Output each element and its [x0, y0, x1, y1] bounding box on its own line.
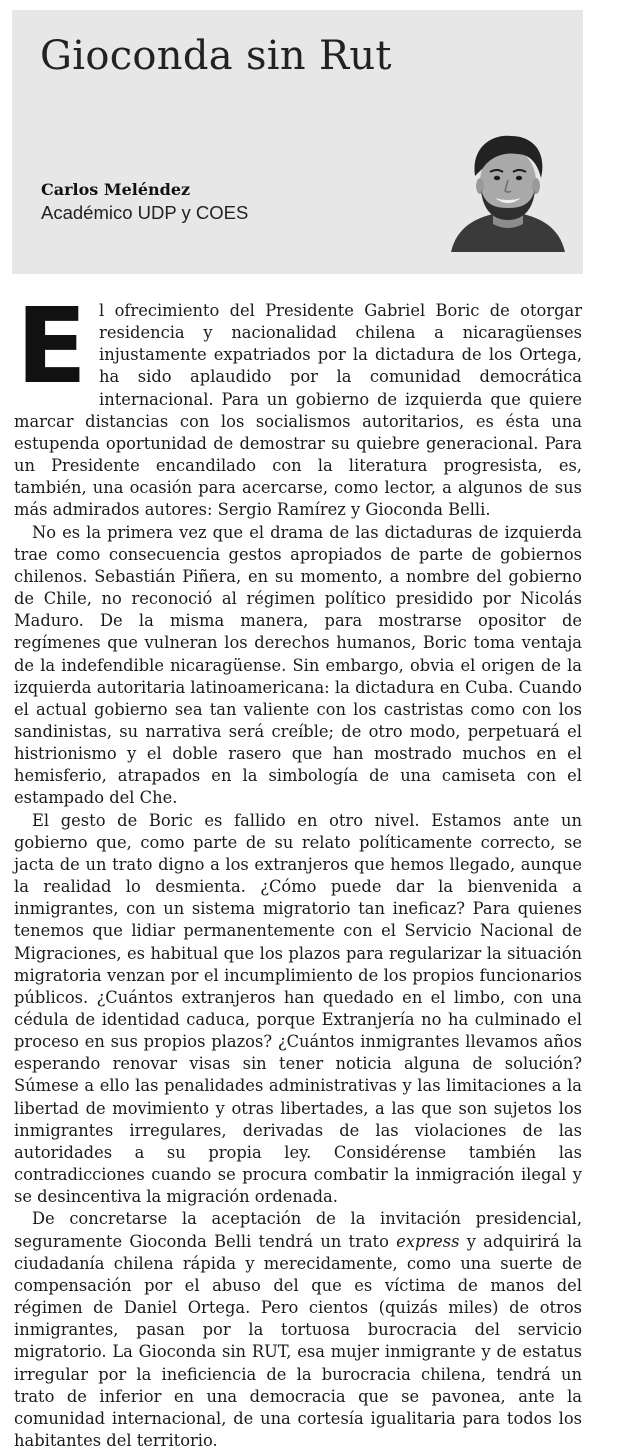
drop-cap: E [16, 285, 88, 407]
paragraph-4-text-b: y adquirirá la ciudadanía chilena rápida y merecidamente, como una suerte de compensación por el abuso del que es víctima de manos del régimen de Daniel Ortega. Pero cientos (quizás miles) de otros inmigrantes, pasan por la tortuosa burocracia del servicio migratorio. La Gioconda sin RUT, esa mujer inmigrante y de estatus irregular por la ineficiencia de la burocracia chilena, tendrá un trato de inferior en una democracia que se pavonea, ante la comunidad internacional, de una cortesía igualitaria para todos los habitantes del territorio. [14, 1231, 582, 1450]
paragraph-2: No es la primera vez que el drama de las dictaduras de izquierda trae como consecuencia gestos apropiados de parte de gobiernos chilenos. Sebastián Piñera, en su momento, a nombre del gobierno de Chile, no reconoció al régimen político presidido por Nicolás Maduro. De la misma manera, para mostrarse opositor de regímenes que vulneran los derechos humanos, Boric toma ventaja de la indefendible nicaragüense. Sin embargo, obvia el origen de la izquierda autoritaria latinoamericana: la dictadura en Cuba. Cuando el actual gobierno sea tan valiente con los castristas como con los sandinistas, su narrativa será creíble; de otro modo, perpetuará el histrionismo y el doble rasero que han mostrado muchos en el hemisferio, atrapados en la simbología de una camiseta con el estampado del Che. [14, 522, 582, 808]
paragraph-1 [14, 285, 582, 522]
author-portrait [447, 128, 569, 252]
paragraph-1-text: l ofrecimiento del Presidente Gabriel Boric de otorgar residencia y nacionalidad chilena a nicaragüenses injustamente expatriados por la dictadura de los Ortega, ha sido aplaudido por la comunidad democrática internacional. Para un gobierno de izquierda que quiere marcar distancias con los socialismos autoritarios, es ésta una estupenda oportunidad de demostrar su quiebre generacional. Para un Presidente encandilado con la literatura progresista, es, también, una ocasión para acercarse, como lector, a algunos de sus más admirados autores: Sergio Ramírez y Gioconda Belli. [14, 301, 582, 520]
headline: Gioconda sin Rut [40, 33, 392, 79]
article-body [14, 285, 582, 1452]
paragraph-4-emphasis: express [396, 1231, 460, 1251]
paragraph-4-text-a: De concretarse la aceptación de la invitación presidencial, seguramente Gioconda Belli tendrá un trato [14, 1209, 582, 1251]
author-name: Carlos Meléndez [41, 180, 191, 199]
paragraph-3: El gesto de Boric es fallido en otro nivel. Estamos ante un gobierno que, como parte de su relato políticamente correcto, se jacta de un trato digno a los extranjeros que hemos llegado, aunque la realidad lo desmienta. ¿Cómo puede dar la bienvenida a inmigrantes, con un sistema migratorio tan ineficaz? Para quienes tenemos que lidiar permanentemente con el Servicio Nacional de Migraciones, es habitual que los plazos para regularizar la situación migratoria venzan por el incumplimiento de los propios funcionarios públicos. ¿Cuántos extranjeros han quedado en el limbo, con una cédula de identidad caduca, porque Extranjería no ha culminado el proceso en sus propios plazos? ¿Cuántos inmigrantes llevamos años esperando renovar visas sin tener noticia alguna de solución? Súmese a ello las penalidades administrativas y las limitaciones a la libertad de movimiento y otras libertades, a las que son sujetos los inmigrantes irregulares, derivadas de las violaciones de las autoridades a su propia ley. Considérense también las contradicciones cuando se procura combatir la inmigración ilegal y se desincentiva la migración ordenada. [14, 810, 582, 1207]
author-role: Académico UDP y COES [41, 202, 249, 223]
paragraph-4 [14, 1208, 582, 1452]
